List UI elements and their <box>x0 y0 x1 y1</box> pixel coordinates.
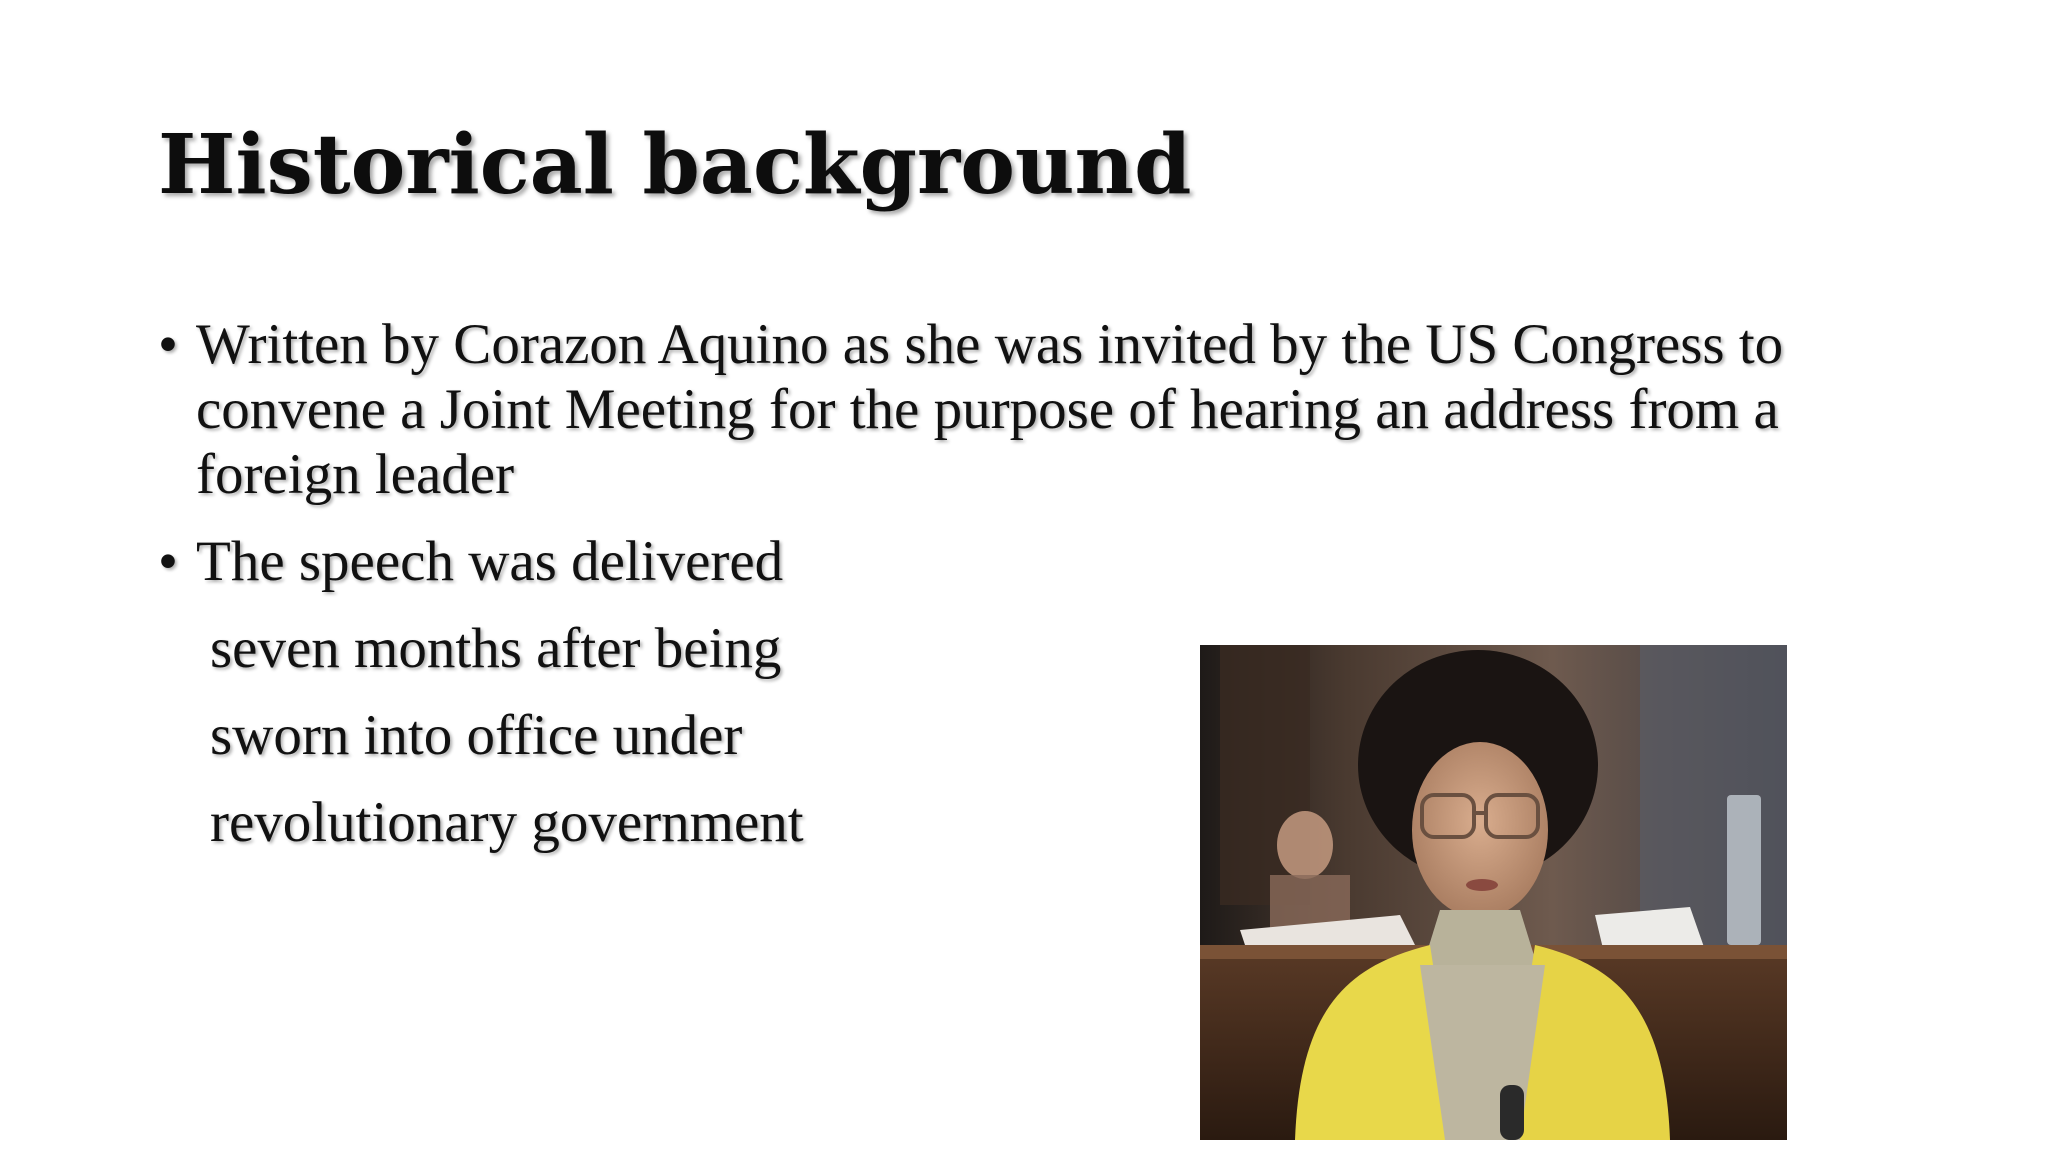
speaker-photo <box>1200 645 1787 1140</box>
bullet-text: Written by Corazon Aquino as she was invited by the US Congress to convene a Joint Meeting for the purpose of hearing an address from a foreign leader <box>196 313 1784 506</box>
bullet-item <box>158 312 1898 507</box>
slide-title: Historical background <box>158 117 1192 213</box>
bullet-text: The speech was delivered <box>196 530 784 593</box>
bullet-continuation-line: sworn into office under <box>210 704 743 767</box>
bullet-dot: • <box>158 313 178 376</box>
bullet-dot: • <box>158 530 178 593</box>
speaker-photo-illustration <box>1200 645 1787 1140</box>
bullet-item <box>158 529 1898 594</box>
bullet-continuation-line: seven months after being <box>210 617 782 680</box>
bullet-continuation-line: revolutionary government <box>210 791 804 854</box>
